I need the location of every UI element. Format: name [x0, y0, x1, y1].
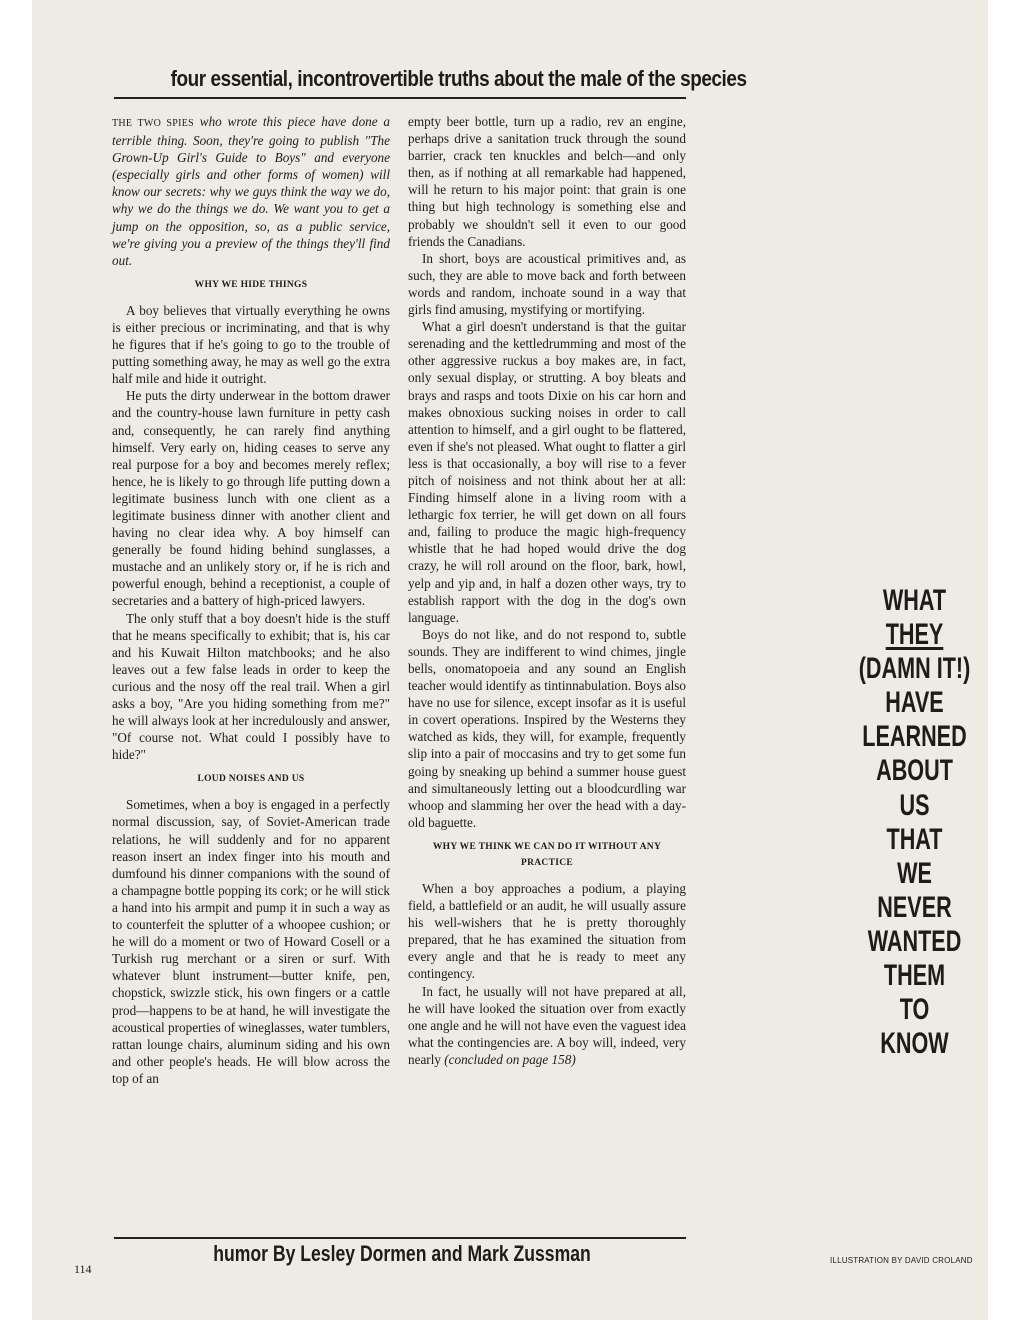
paragraph-text: In fact, he usually will not have prepared at all, he will have looked the situation over from exactly one angle and he will not have even the vaguest idea what the contingencies are. A boy will, indeed, very nearly — [408, 983, 686, 1067]
magazine-page — [32, 0, 988, 1320]
subhead-why-we-hide: WHY WE HIDE THINGS — [194, 279, 308, 290]
sidebar-line: WANTED — [867, 924, 962, 958]
intro-text: who wrote this piece have done a terrible thing. Soon, they're going to publish "The Grown-Up Girl's Guide to Boys" and everyone (especially girls and other forms of women) will know our secrets: why we guys think the way we do, why we do the things we do. We want you to get a jump on the opposition, so, as a public service, we're giving you a preview of the things they'll find out. — [112, 114, 390, 268]
sidebar-line: THEY — [885, 618, 944, 652]
illustration-credit: ILLUSTRATION BY DAVID CROLAND — [830, 1256, 973, 1265]
sidebar-line: LEARNED — [862, 720, 967, 754]
bottom-rule — [114, 1237, 686, 1239]
paragraph: A boy believes that virtually everything he owns is either precious or incriminating, and that is why he figures that if he's going to go to the trouble of putting something away, he may as well go the extra half mile and hide it outright. — [112, 302, 390, 387]
sidebar-line: KNOW — [880, 1027, 949, 1061]
byline: humor By Lesley Dormen and Mark Zussman — [213, 1241, 591, 1266]
intro-lead: THE TWO SPIES — [112, 118, 195, 129]
sidebar-line: THAT — [886, 822, 943, 856]
sidebar-title — [848, 584, 981, 1061]
sidebar-line: HAVE — [885, 686, 944, 720]
continuation-note: (concluded on page 158) — [444, 1051, 576, 1067]
sidebar-line: NEVER — [877, 890, 952, 924]
paragraph: In short, boys are acoustical primitives and, as such, they are able to move back and forth between words and random, inchoate sound in a way that girls find amusing, mystifying or mortifying. — [408, 250, 686, 318]
paragraph: Sometimes, when a boy is engaged in a perfectly normal discussion, say, of Soviet-American trade relations, he will suddenly and for no apparent reason insert an index finger into his mouth and dumfound his dinner companions with the sound of a champagne bottle popping its cork; or he will stick a hand into his armpit and pump it in such a way as to counterfeit the splutter of a whoopee cushion; or he will do a moment or two of Howard Cosell or a Turkish rug merchant or a siren or surf. With whatever blunt instrument—butter knife, pen, chopstick, swizzle stick, his own fingers or a cattle prod—happens to be at hand, he will investigate the acoustical properties of wineglasses, water tumblers, rattan lounge chairs, aluminum siding and his own and other people's heads. He will blow across the top of an — [112, 797, 390, 1086]
text-column-right — [408, 113, 686, 1068]
paragraph: He puts the dirty underwear in the bottom drawer and the country-house lawn furniture in petty cash and, consequently, he can rarely find anything himself. Very early on, hiding ceases to serve any real purpose for a boy and becomes merely reflex; hence, he is likely to go through life putting down a legitimate business lunch with one client as a legitimate business dinner with another client and having no clear idea why. A boy himself can generally be found hiding behind sunglasses, a mustache and an unlikely story or, if he is rich and powerful enough, behind a receptionist, a couple of secretaries and a battery of high-priced lawyers. — [112, 388, 390, 609]
paragraph: The only stuff that a boy doesn't hide is the stuff that he means specifically to exhibit; that is, his car and his Kuwait Hilton matchbooks; and he also leaves out a few false leads in order to keep the curious and the nosy off the real trail. When a girl asks a boy, "Are you hiding something from me?" he will always look at her incredulously and answer, "Of course not. What could I possibly have to hide?" — [112, 610, 390, 763]
intro-paragraph — [112, 113, 390, 269]
sidebar-line: ABOUT — [876, 754, 953, 788]
paragraph: What a girl doesn't understand is that the guitar serenading and the kettledrumming and most of the other aggressive ruckus a boy makes are, in fact, only sexual display, or strutting. A boy bleats and brays and rasps and toots Dixie on his car horn and makes obnoxious sucking noises in order to call attention to himself, and a girl ought to be flattered, even if she's not pleased. What ought to flatter a girl less is that occasionally, a boy will rise to a fever pitch of noisiness and not think about her at all: Finding himself alone in a living room with a lethargic fox terrier, he will get down on all fours and, failing to produce the magic high-frequency whistle that he had hoped would drive the dog crazy, he will roll around on the floor, bark, howl, yelp and yip and, in half a dozen other ways, try to establish rapport with the dog in the dog's own language. — [408, 319, 686, 625]
paragraph: When a boy approaches a podium, a playing field, a battlefield or an audit, he will usually assure his well-wishers that he is pretty thoroughly prepared, that he has examined the situation from every angle and that he is ready to meet any contingency. — [408, 880, 686, 982]
subhead-without-practice: WHY WE THINK WE CAN DO IT WITHOUT ANY PRACTICE — [432, 841, 662, 868]
paragraph — [408, 983, 686, 1068]
text-column-left — [112, 113, 390, 1087]
paragraph-continued: empty beer bottle, turn up a radio, rev an engine, perhaps drive a sanitation truck through the sound barrier, crack ten knuckles and belch—and only then, as if nothing at all remarkable had happened, will he return to his major point: that grain is one thing but high technology is something else and probably we shouldn't sell it even to our good friends the Canadians. — [408, 114, 686, 249]
sidebar-line: WHAT — [882, 584, 947, 617]
top-rule — [114, 97, 686, 99]
sidebar-line: (DAMN IT!) — [858, 652, 971, 686]
headline: four essential, incontrovertible truths about the male of the species — [170, 66, 747, 91]
sidebar-line: US — [899, 788, 930, 822]
sidebar-line: WE — [897, 856, 932, 890]
paragraph: Boys do not like, and do not respond to, subtle sounds. They are indifferent to wind chimes, jingle bells, onomatopoeia and any sound an English teacher would identify as tintinnabulation. Boys also have no use for silence, except insofar as it is useful in covert operations. Inspired by the Westerns they watched as kids, they will, for example, frequently slip into a pair of moccasins and try to get some fun going by sneaking up behind a summer house guest and simultaneously letting out a bloodcurdling war whoop and slamming her over the head with a day-old baguette. — [408, 626, 686, 830]
sidebar-line: THEM — [883, 959, 946, 993]
page-number: 114 — [74, 1262, 92, 1276]
sidebar-line: TO — [899, 993, 930, 1027]
subhead-loud-noises: LOUD NOISES AND US — [197, 774, 305, 785]
